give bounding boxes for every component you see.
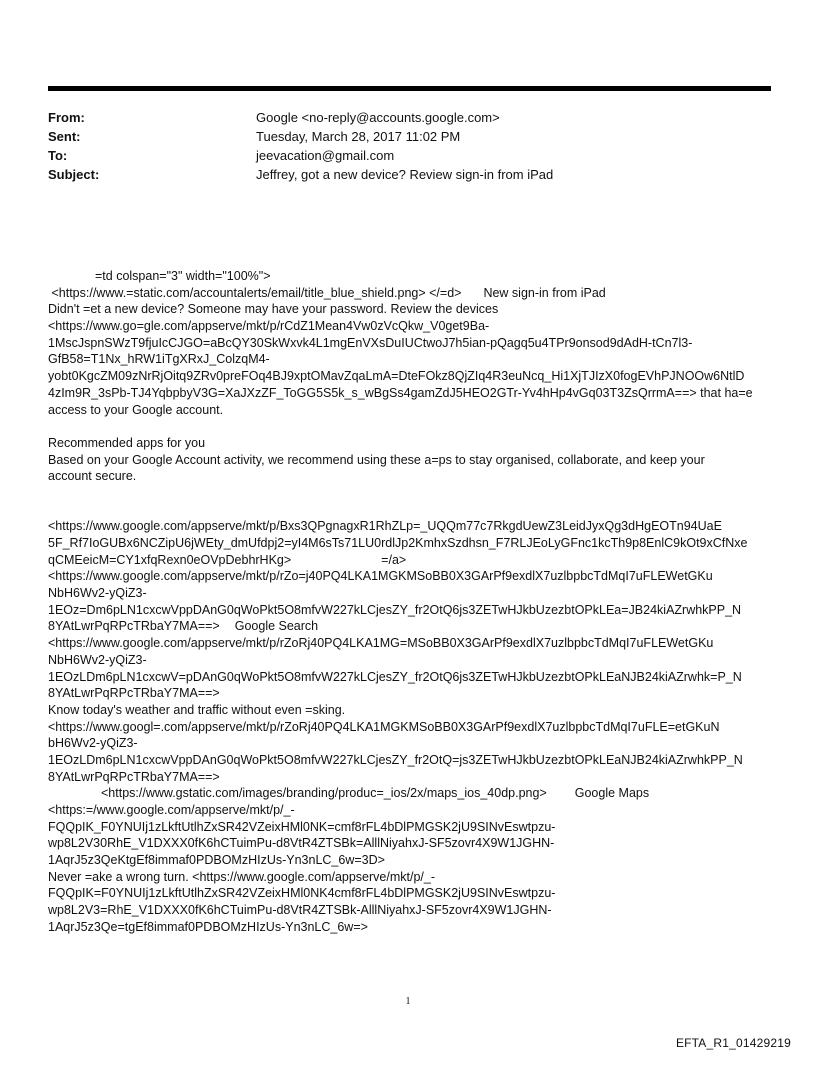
- shield-image-link: <https://www.=static.com/accountalerts/email/title_blue_shield.png> </=d>: [51, 285, 462, 300]
- review-link: 4zIm9R_3sPb-TJ4YqbpbyV3G=XaJXzZF_ToGG5S5k_s_wBgSs4gamZdJ5HEO2GTr-Yv4hHp4vGq03T3ZsQrrmA==> that ha=e: [48, 385, 753, 400]
- maps-link: <https:=/www.google.com/appserve/mkt/p/_-: [48, 803, 295, 818]
- from-value: Google <no-reply@accounts.google.com>: [256, 110, 500, 125]
- app-link-text: qCMEeicM=CY1xfqRexn0eOVpDebhrHKg>: [48, 552, 292, 567]
- to-value: jeevacation@gmail.com: [256, 148, 395, 163]
- search-link: [48, 618, 773, 635]
- search-link: <https://www.googl=.com/appserve/mkt/p/rZoRj40PQ4LKA1MGKMSoBB0X3GArPf9exdlX7uzlbpbcTdMqI7uFLE=etGKuN: [48, 719, 720, 734]
- search-link: 8YAtLwrPqRPcTRbaY7MA==>: [48, 686, 220, 701]
- review-link: yobt0KgcZM09zNrRjOitq9ZRv0preFOq4BJ9xptOMavZqaLmA=DteFOkz8QjZIq4R3euNcq_Hi1XjTJIzX0fogEVhPJNOOw6NtlD: [48, 369, 745, 384]
- body-line: Based on your Google Account activity, we recommend using these a=ps to stay organised, collaborate, and keep your: [48, 452, 705, 467]
- maps-link: wp8L2V3=RhE_V1DXXX0fK6hCTuimPu-d8VtR4ZTSBk-AlllNiyahxJ-SF5zovr4X9W1JGHN-: [48, 903, 552, 918]
- body-line: Never =ake a wrong turn. <https://www.google.com/appserve/mkt/p/_-: [48, 869, 435, 884]
- app-link: <https://www.google.com/appserve/mkt/p/Bxs3QPgnagxR1RhZLp=_UQQm77c7RkgdUewZ3LeidJyxQg3dHgEOTn94UaE: [48, 519, 722, 534]
- search-link: 8YAtLwrPqRPcTRbaY7MA==>: [48, 769, 220, 784]
- review-link: GfB58=T1Nx_hRW1iTgXRxJ_ColzqM4-: [48, 352, 270, 367]
- body-line: access to your Google account.: [48, 402, 224, 417]
- maps-link: 1AqrJ5z3Qe=tgEf8immaf0PDBOMzHIzUs-Yn3nLC_6w=>: [48, 919, 368, 934]
- maps-line: [48, 785, 773, 802]
- review-link: 1MscJspnSWzT9fjuIcCJGO=aBcQY30SkWxvk4L1mgEnVXsDuIUCtwoJ7h5ian-pQagq5u4TPr9onsod9dAdH-tCn7l3-: [48, 335, 693, 350]
- maps-link: FQQpIK_F0YNUIj1zLkftUtlhZxSR42VZeixHMl0NK=cmf8rFL4bDlPMGSK2jU9SINvEswtpzu-: [48, 819, 556, 834]
- search-link: NbH6Wv2-yQiZ3-: [48, 586, 147, 601]
- search-link: <https://www.google.com/appserve/mkt/p/rZoRj40PQ4LKA1MG=MSoBB0X3GArPf9exdlX7uzlbpbcTdMqI7uFLEWetGKu: [48, 636, 714, 651]
- app-link: [48, 552, 773, 569]
- search-link: 1EOz=Dm6pLN1cxcwVppDAnG0qWoPkt5O8mfvW227kLCjesZY_fr2OtQ6js3ZETwHJkbUzezbtOPkLEa=JB24kiAZrwhkPP_N: [48, 602, 742, 617]
- body-line: [48, 285, 773, 302]
- sent-label: Sent:: [48, 129, 81, 144]
- section-heading: Recommended apps for you: [48, 435, 206, 450]
- email-body: [48, 268, 773, 936]
- search-link-text: 8YAtLwrPqRPcTRbaY7MA==>: [48, 619, 220, 634]
- body-line: Didn't =et a new device? Someone may have your password. Review the devices: [48, 302, 499, 317]
- maps-link: 1AqrJ5z3QeKtgEf8immaf0PDBOMzHIzUs-Yn3nLC_6w=3D>: [48, 853, 385, 868]
- subject-value: Jeffrey, got a new device? Review sign-in from iPad: [256, 167, 554, 182]
- page-number: 1: [405, 996, 411, 1007]
- body-line: Know today's weather and traffic without even =sking.: [48, 702, 346, 717]
- header-rule: [48, 86, 771, 91]
- alert-title: New sign-in from iPad: [483, 285, 606, 300]
- search-link: NbH6Wv2-yQiZ3-: [48, 652, 147, 667]
- maps-image-link: <https://www.gstatic.com/images/branding/produc=_ios/2x/maps_ios_40dp.png>: [101, 786, 547, 801]
- maps-link: FQQpIK=F0YNUIj1zLkftUtlhZxSR42VZeixHMl0NK4cmf8rFL4bDlPMGSK2jU9SINvEswtpzu-: [48, 886, 556, 901]
- search-link: bH6Wv2-yQiZ3-: [48, 736, 138, 751]
- maps-link: wp8L2V30RhE_V1DXXX0fK6hCTuimPu-d8VtR4ZTSBk=AlllNiyahxJ-SF5zovr4X9W1JGHN-: [48, 836, 555, 851]
- to-label: To:: [48, 148, 68, 163]
- search-link: <https://www.google.com/appserve/mkt/p/rZo=j40PQ4LKA1MGKMSoBB0X3GArPf9exdlX7uzlbpbcTdMqI7uFLEWetGKu: [48, 569, 713, 584]
- subject-label: Subject:: [48, 167, 100, 182]
- app-name-search: Google Search: [234, 619, 319, 634]
- document-id: EFTA_R1_01429219: [675, 1036, 791, 1050]
- search-link: 1EOzLDm6pLN1cxcwV=pDAnG0qWoPkt5O8mfvW227kLCjesZY_fr2OtQ6js3ZETwHJkbUzezbtOPkLEaNJB24kiAZrwhk=P_N: [48, 669, 742, 684]
- body-line: account secure.: [48, 469, 137, 484]
- sent-value: Tuesday, March 28, 2017 11:02 PM: [256, 129, 461, 144]
- search-link: 1EOzLDm6pLN1cxcwVppDAnG0qWoPkt5O8mfvW227kLCjesZY_fr2OtQ=js3ZETwHJkbUzezbtOPkLEaNJB24kiAZrwhkPP_N: [48, 752, 743, 767]
- app-link: 5F_Rf7IoGUBx6NCZipU6jWEty_dmUfdpj2=yI4M6sTs71LU0rdlJp2KmhxSzdhsn_F7RLJEoLyGFnc1kcTh9p8EnlC9kOt9xCfNxe: [48, 536, 748, 551]
- body-line: =td colspan="3" width="100%">: [95, 269, 271, 283]
- from-label: From:: [48, 110, 85, 125]
- review-link: <https://www.go=gle.com/appserve/mkt/p/rCdZ1Mean4Vw0zVcQkw_V0get9Ba-: [48, 319, 490, 334]
- app-name-maps: Google Maps: [574, 786, 650, 801]
- anchor-close: =/a>: [381, 552, 407, 567]
